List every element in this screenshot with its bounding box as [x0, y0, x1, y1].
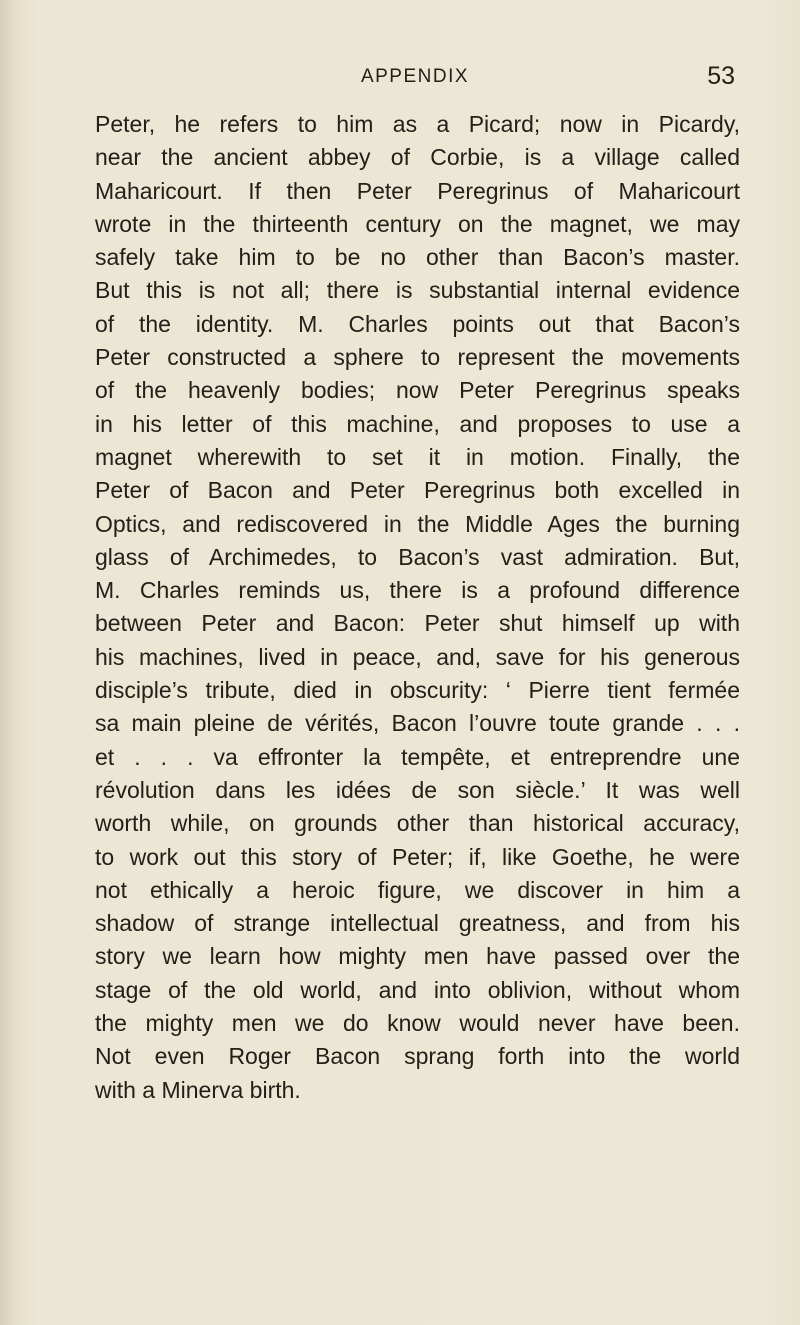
text-line: with a Minerva birth.: [95, 1076, 301, 1103]
text-line: to work out this story of Peter; if, like Goethe, he were: [95, 843, 740, 870]
text-line: Peter, he refers to him as a Picard; now in Picardy,: [95, 111, 740, 137]
text-line: But this is not all; there is substantial internal evidence: [95, 277, 740, 304]
text-line: between Peter and Bacon: Peter shut himself up with: [95, 610, 740, 637]
running-head: APPENDIX: [360, 66, 470, 87]
text-line: révolution dans les idées de son siècle.’ It was well: [95, 776, 740, 803]
text-line: of the heavenly bodies; now Peter Peregrinus speaks: [95, 377, 740, 404]
text-line: stage of the old world, and into oblivion, without whom: [95, 976, 740, 1003]
text-line: Maharicourt. If then Peter Peregrinus of Maharicourt: [95, 177, 740, 204]
text-line: shadow of strange intellectual greatness, and from his: [95, 910, 740, 937]
text-line: glass of Archimedes, to Bacon’s vast admiration. But,: [95, 543, 740, 570]
text-line: the mighty men we do know would never have been.: [95, 1010, 740, 1037]
text-line: safely take him to be no other than Bacon’s master.: [95, 244, 740, 271]
page-header: [95, 62, 735, 96]
text-line: magnet wherewith to set it in motion. Finally, the: [95, 443, 740, 470]
text-line: Peter of Bacon and Peter Peregrinus both excelled in: [95, 477, 740, 504]
text-line: Optics, and rediscovered in the Middle Ages the burning: [95, 510, 740, 537]
text-line: of the identity. M. Charles points out that Bacon’s: [95, 310, 740, 337]
text-line: disciple’s tribute, died in obscurity: ‘ Pierre tient fermée: [95, 677, 740, 704]
text-line: worth while, on grounds other than historical accuracy,: [95, 810, 740, 837]
text-line: Not even Roger Bacon sprang forth into the world: [95, 1043, 740, 1070]
text-line: not ethically a heroic figure, we discover in him a: [95, 876, 740, 903]
text-line: his machines, lived in peace, and, save for his generous: [95, 643, 740, 670]
text-line: in his letter of this machine, and proposes to use a: [95, 410, 740, 437]
text-line: et . . . va effronter la tempête, et entreprendre une: [95, 743, 740, 770]
text-line: wrote in the thirteenth century on the magnet, we may: [95, 210, 740, 237]
text-line: sa main pleine de vérités, Bacon l’ouvre toute grande . . .: [95, 710, 740, 737]
page-number: 53: [707, 62, 735, 90]
text-line: near the ancient abbey of Corbie, is a village called: [95, 144, 740, 171]
text-line: M. Charles reminds us, there is a profound difference: [95, 577, 740, 604]
body-paragraph: [95, 108, 740, 1107]
text-line: Peter constructed a sphere to represent the movements: [95, 344, 740, 371]
text-line: story we learn how mighty men have passed over the: [95, 943, 740, 970]
